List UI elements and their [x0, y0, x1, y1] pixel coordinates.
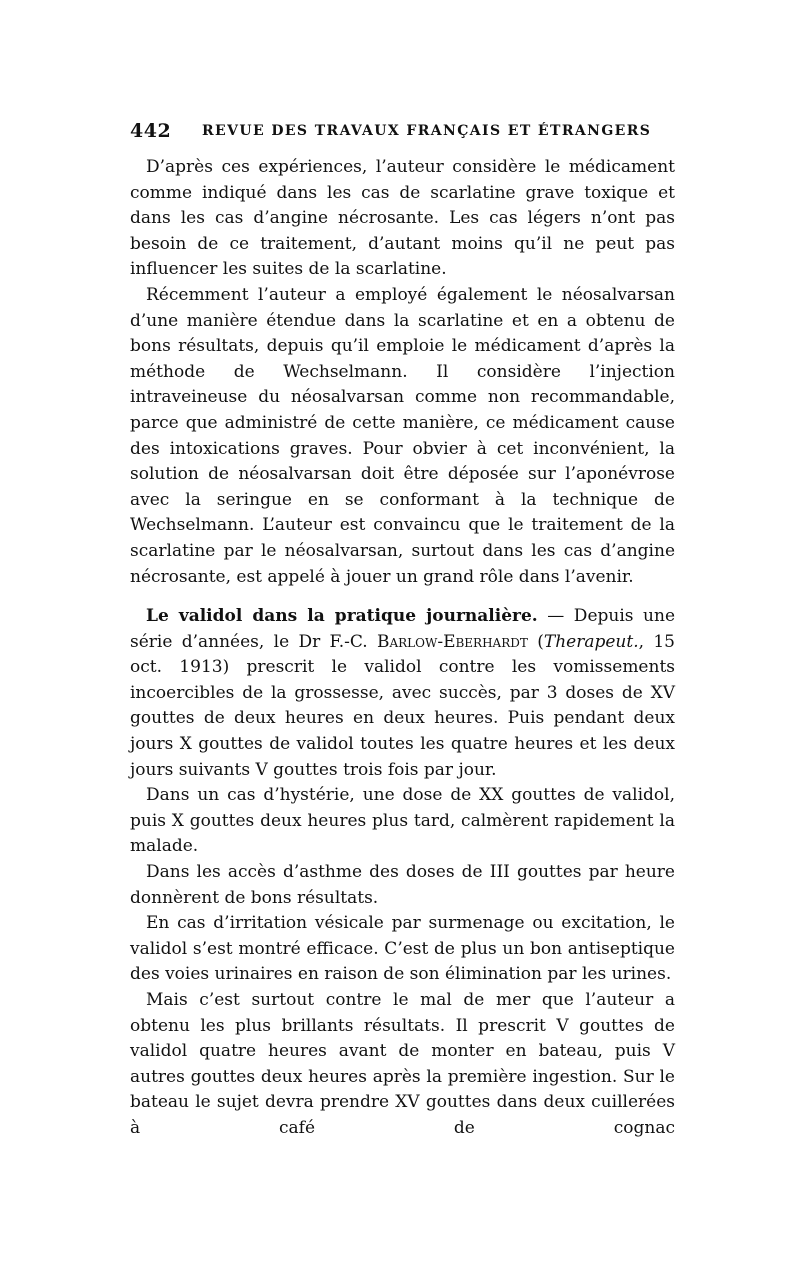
paragraph-validol-intro	[130, 604, 675, 783]
page-number: 442	[130, 120, 172, 142]
paragraph-validol-body: , 15 oct. 1913) prescrit le validol contre les vomissements incoercibles de la grossesse, avec succès, par 3 doses de XV gouttes de deux heures en deux heures. Puis pendant deux jours X gouttes de validol toutes les quatre heures et les deux jours suivants V gouttes trois fois par jour.	[130, 631, 675, 780]
paragraph-1: D’après ces expériences, l’auteur considère le médicament comme indiqué dans les cas de scarlatine grave toxique et dans les cas d’angine nécrosante. Les cas légers n’ont pas besoin de ce traitement, d’autant moins qu’il ne peut pas influencer les suites de la scarlatine.	[130, 157, 675, 280]
page-header	[130, 120, 675, 146]
cited-journal: Therapeut.	[543, 631, 639, 652]
paragraph-2: Récemment l’auteur a employé également le néosalvarsan d’une manière étendue dans la scarlatine et en a obtenu de bons résultats, depuis qu’il emploie le médicament d’après la méthode de Wechselmann. Il considère l’injection intraveineuse du néosalvarsan comme non recommandable, parce que administré de cette manière, ce médicament cause des intoxications graves. Pour obvier à cet inconvénient, la solution de néosalvarsan doit être déposée sur l’aponévrose avec la seringue en se conformant à la technique de Wechselmann. L’auteur est convaincu que le traitement de la scarlatine par le néosalvarsan, surtout dans les cas d’angine nécrosante, est appelé à jouer un grand rôle dans l’avenir.	[130, 284, 675, 587]
paragraph-bladder: En cas d’irritation vésicale par surmenage ou excitation, le validol s’est montré efficace. C’est de plus un bon antiseptique des voies urinaires en raison de son élimination par les urines.	[130, 913, 675, 985]
paragraph-validol-lead: — Depuis une série d’années, le Dr F.-C.	[130, 606, 675, 652]
paragraph-seasickness: Mais c’est surtout contre le mal de mer que l’auteur a obtenu les plus brillants résultats. Il prescrit V gouttes de validol quatre heures avant de monter en bateau, puis V autres gouttes deux heures après la première ingestion. Sur le bateau le sujet devra prendre XV gouttes dans deux cuillerées à café de cognac	[130, 990, 675, 1138]
section-title: Le validol dans la pratique journalière.	[146, 606, 538, 627]
body-text	[130, 155, 675, 1142]
paragraph-hysteria: Dans un cas d’hystérie, une dose de XX gouttes de validol, puis X gouttes deux heures plus tard, calmèrent rapidement la malade.	[130, 785, 675, 857]
paragraph-asthma: Dans les accès d’asthme des doses de III gouttes par heure donnèrent de bons résultats.	[130, 862, 675, 908]
cited-author: Barlow-Eberhardt	[376, 631, 528, 652]
running-head: REVUE DES TRAVAUX FRANÇAIS ET ÉTRANGERS	[202, 123, 652, 139]
paragraph-validol-paren: (	[527, 631, 544, 652]
